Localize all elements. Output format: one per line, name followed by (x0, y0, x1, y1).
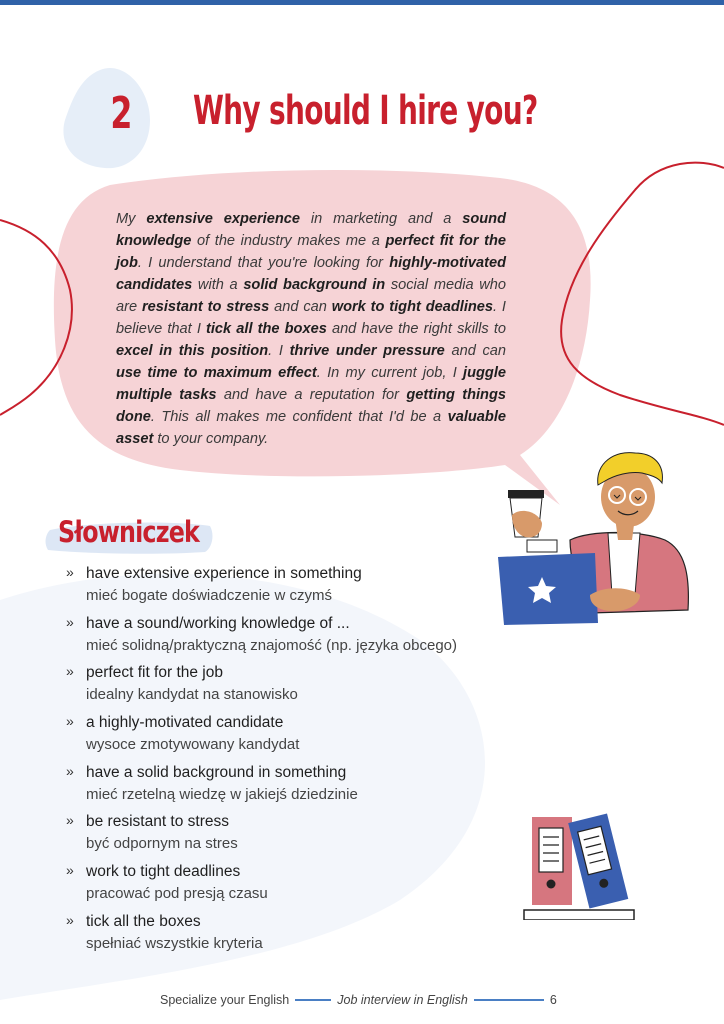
coffee-cup-lid (508, 490, 544, 498)
bubble-text-run: . In my current job, I (316, 365, 464, 381)
chapter-number: 2 (110, 88, 132, 139)
glossary-term-pl: mieć rzetelną wiedzę w jakiejś dziedzinie (86, 785, 358, 803)
key-phrase: perfect fit for the job (116, 233, 506, 271)
key-phrase: sound knowledge (116, 211, 506, 249)
glossary-term-en: have a sound/working knowledge of ... (86, 614, 350, 632)
glossary-item (66, 712, 526, 762)
glossary-item (66, 911, 526, 961)
bubble-text-run: to your company. (153, 431, 269, 447)
key-phrase: resistant to stress (141, 299, 270, 315)
key-phrase: excel in this position (116, 343, 269, 359)
bubble-text-run: . I (268, 343, 290, 359)
glossary-item (66, 662, 526, 712)
bubble-text-run: of the industry makes me a (191, 233, 386, 249)
footer-divider (295, 999, 331, 1001)
key-phrase: valuable asset (116, 409, 506, 447)
key-phrase: thrive under pressure (289, 343, 445, 359)
speech-bubble-text (116, 208, 506, 450)
bullet-icon: » (66, 564, 74, 580)
glossary-term-pl: mieć bogate doświadczenie w czymś (86, 587, 332, 604)
bullet-icon: » (66, 762, 74, 779)
bubble-text-run: social media who are (116, 277, 507, 315)
bubble-text-run: and have a reputation for (216, 387, 407, 403)
key-phrase: tick all the boxes (206, 321, 327, 337)
glossary-term-pl: być odpornym na stres (86, 835, 238, 853)
footer-divider (474, 999, 544, 1001)
glossary-term-pl: pracować pod presją czasu (86, 885, 268, 903)
page-title: Why should I hire you? (193, 88, 538, 134)
glossary-term-pl: mieć solidną/praktyczną znajomość (np. języka obcego) (86, 636, 458, 654)
bullet-icon: » (66, 911, 74, 928)
glossary-term-pl: spełniać wszystkie kryteria (86, 934, 263, 952)
glossary-item (66, 861, 526, 911)
key-phrase: getting things done (116, 387, 507, 425)
glossary-title: Słowniczek (58, 515, 200, 549)
bullet-icon: » (66, 812, 74, 829)
key-phrase: solid background in (243, 277, 386, 293)
glossary-item (66, 563, 526, 613)
footer-series-title: Specialize your English (160, 993, 290, 1007)
glossary-term-en: a highly-motivated candidate (86, 714, 284, 732)
bubble-text-run: . This all makes me confident that I'd be a (150, 409, 448, 425)
shirt (608, 533, 640, 595)
key-phrase: use time to maximum effect (116, 365, 317, 381)
bubble-text-run: with a (192, 277, 244, 293)
glossary-item (66, 613, 526, 663)
glossary-item (66, 811, 526, 861)
bubble-text-run: . I understand that you're looking for (137, 255, 390, 271)
glossary-term-en: have a solid background in something (86, 763, 347, 781)
shelf (524, 910, 634, 920)
glossary-term-en: tick all the boxes (86, 912, 201, 930)
glossary-term-en: work to tight deadlines (86, 863, 241, 881)
bubble-text-run: My (116, 211, 147, 227)
bullet-icon: » (66, 713, 74, 730)
footer-subtitle: Job interview in English (337, 993, 468, 1007)
glossary-term-en: perfect fit for the job (86, 664, 223, 682)
glossary-list (66, 563, 526, 961)
glossary-term-pl: idealny kandydat na stanowisko (86, 686, 298, 704)
glossary-term-en: be resistant to stress (86, 813, 230, 831)
glossary-item (66, 762, 526, 812)
person-illustration (490, 445, 724, 630)
binders-illustration (520, 795, 645, 920)
bubble-text-run: in marketing and a (299, 211, 463, 227)
bullet-icon: » (66, 663, 74, 680)
glossary-term-pl: wysoce zmotywowany kandydat (86, 736, 300, 754)
cuff (527, 540, 557, 552)
bullet-icon: » (66, 613, 74, 630)
key-phrase: extensive experience (146, 211, 300, 227)
bubble-text-run: . I believe that I (116, 299, 506, 337)
page-footer (160, 992, 557, 1008)
key-phrase: highly-motivated candidates (116, 255, 506, 293)
bullet-icon: » (66, 862, 74, 879)
bubble-text-run: and have the right skills to (326, 321, 507, 337)
glossary-term-en: have extensive experience in something (86, 565, 362, 582)
key-phrase: work to tight deadlines (331, 299, 494, 315)
bubble-text-run: and can (444, 343, 506, 359)
bubble-text-run: and can (269, 299, 332, 315)
key-phrase: juggle multiple tasks (116, 365, 506, 403)
page-number: 6 (549, 993, 557, 1007)
